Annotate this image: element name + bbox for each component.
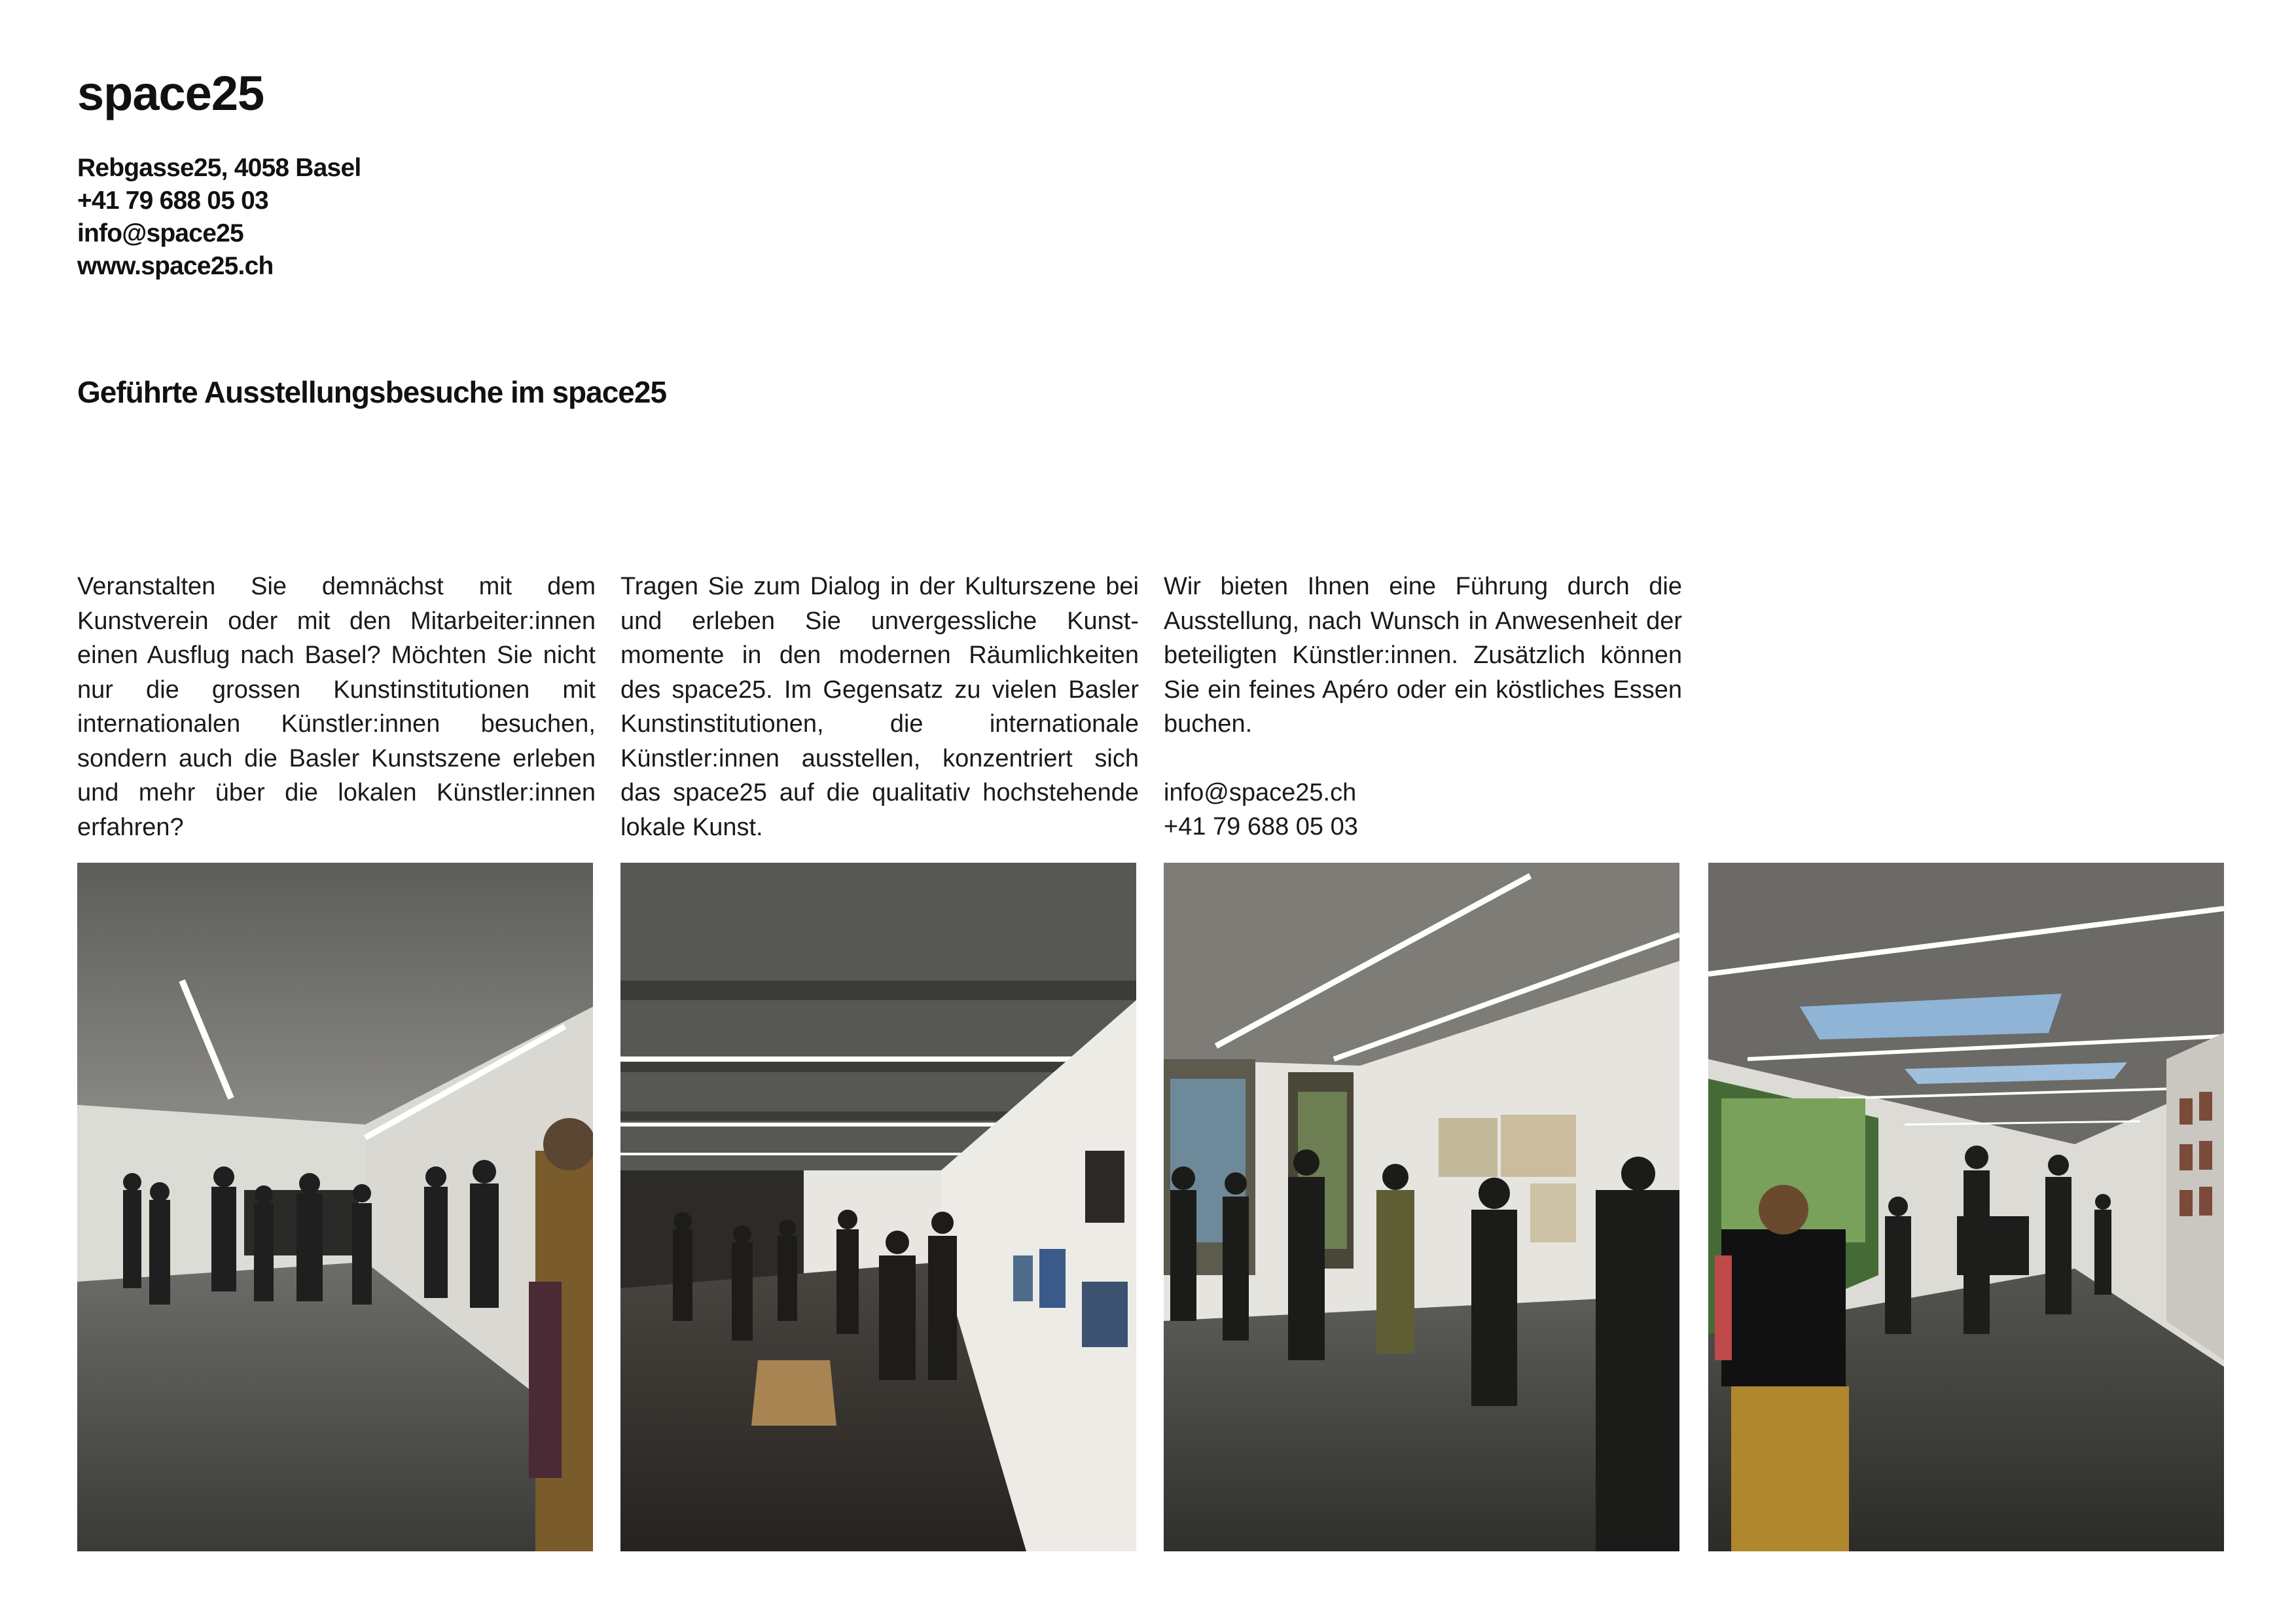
offer-phone[interactable]: +41 79 688 05 03 (1164, 813, 1358, 840)
offer-email[interactable]: info@space25.ch (1164, 778, 1357, 806)
contact-website[interactable]: www.space25.ch (77, 252, 274, 280)
contact-address: Rebgasse25, 4058 Basel (77, 154, 361, 182)
photo-visitors-with-artworks-icon (1164, 863, 1679, 1551)
contact-phone[interactable]: +41 79 688 05 03 (77, 187, 268, 215)
page-subtitle: Geführte Ausstellungsbesuche im space25 (77, 375, 667, 409)
text-column-1 (77, 569, 596, 844)
offer-paragraph: Wir bieten Ihnen eine Führung durch die Ausstellung, nach Wunsch in Anwesenheit der beteiligten Künstler:innen. Zusätzlich können Sie ein feines Apéro oder ein köstliches Essen buchen. (1164, 573, 1682, 738)
dialog-paragraph: Tragen Sie zum Dialog in der Kulturszene bei und erleben Sie unvergessliche Kunstmomente in den modernen Räumlichkeiten des space25. Im Gegensatz zu vielen Basler Kunstinstitutionen, die internationale Künstler:innen ausstellen, konzentriert sich das space25 auf die qualitativ hochstehende lokale Kunst. (620, 573, 1139, 841)
gallery-photo-2 (620, 863, 1136, 1551)
intro-paragraph: Veranstalten Sie demnächst mit dem Kunstverein oder mit den Mitarbeiter:innen einen Ausflug nach Basel? Möchten Sie nicht nur die grossen Kunstinstitutionen mit internationalen Künstler:innen besuchen, sondern auch die Basler Kunstszene erleben und mehr über die lokalen Künstler:innen erfahren? (77, 573, 596, 841)
gallery-photo-3 (1164, 863, 1679, 1551)
contact-email[interactable]: info@space25 (77, 219, 243, 247)
text-column-2 (620, 569, 1139, 844)
gallery-photo-1 (77, 863, 593, 1551)
photo-visitors-front-room-icon (77, 863, 593, 1551)
photo-crowd-corridor-icon (620, 863, 1136, 1551)
gallery-photo-4 (1708, 863, 2224, 1551)
text-column-3 (1164, 569, 1682, 844)
contact-block (77, 152, 361, 283)
brand-logo: space25 (77, 66, 264, 120)
photo-visitors-long-hall-icon (1708, 863, 2224, 1551)
